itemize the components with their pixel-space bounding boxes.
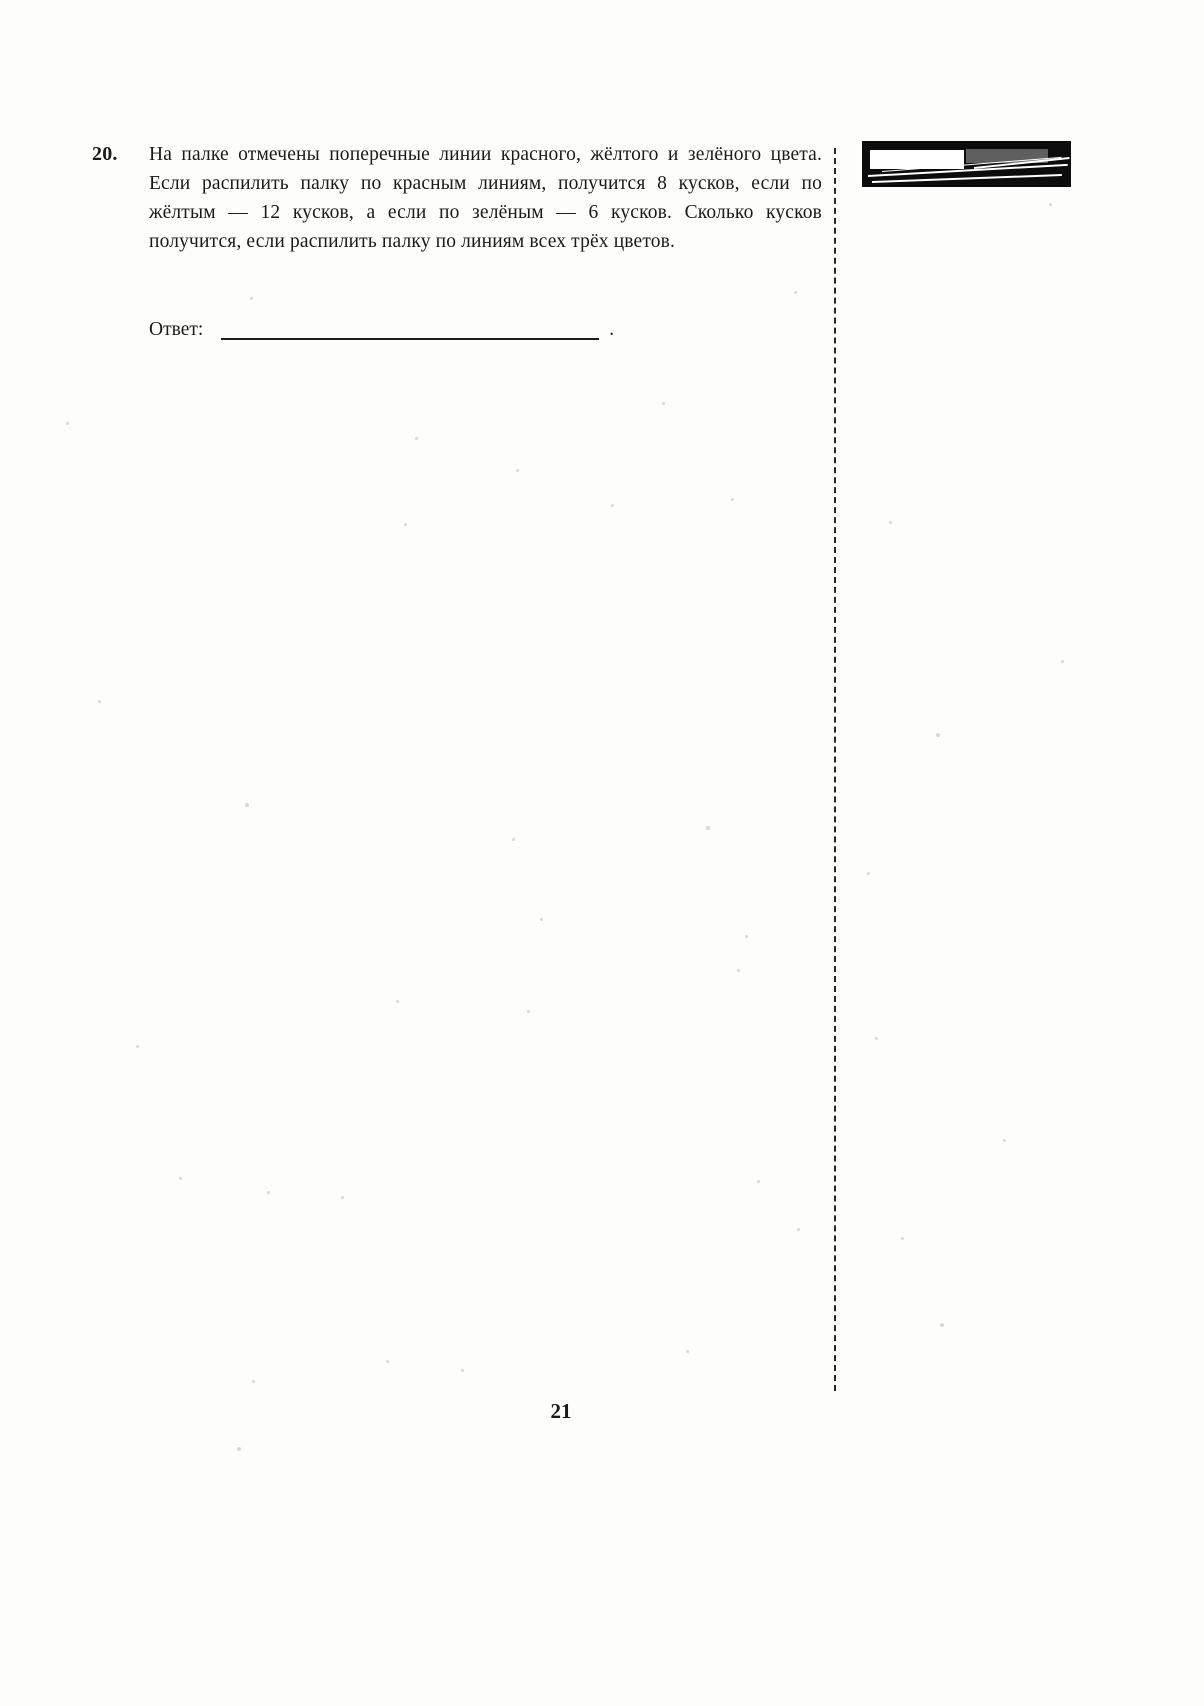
scan-speckle (794, 291, 797, 294)
scan-speckle (527, 1010, 530, 1013)
scan-speckle (1003, 1139, 1006, 1142)
redaction-streak (872, 174, 1062, 183)
scan-speckle (386, 1360, 389, 1363)
scan-speckle (252, 1380, 255, 1383)
scan-speckle (179, 1177, 182, 1180)
answer-label: Ответ: (149, 319, 204, 340)
scan-speckle (737, 969, 740, 972)
scan-speckle (867, 872, 870, 875)
scan-speckle (940, 1323, 944, 1327)
problem-block (92, 140, 822, 256)
scan-speckle (757, 1180, 760, 1183)
scan-speckle (136, 1045, 139, 1048)
scan-speckle (1061, 660, 1064, 663)
scan-speckle (662, 402, 665, 405)
scan-speckle (267, 1191, 270, 1194)
scan-speckle (415, 437, 418, 440)
problem-statement-text: На палке отмечены поперечные линии красного, жёлтого и зелёного цвета. Если распилить палку по красным линиям, получится 8 кусков, если по жёлтым — 12 кусков, а если по зелёным — 6 кусков. Сколько кусков получится, если распилить палку по линиям всех трёх цветов. (149, 144, 822, 252)
scan-speckle (936, 733, 940, 737)
scan-speckle (611, 504, 614, 507)
scan-speckle (686, 1350, 689, 1353)
scan-speckle (875, 1037, 878, 1040)
scan-speckle (706, 826, 710, 830)
answer-period: . (609, 319, 615, 340)
scan-speckle (1049, 203, 1052, 206)
answer-row (149, 320, 614, 340)
problem-statement (149, 140, 822, 256)
scan-speckle (245, 803, 249, 807)
scan-speckle (98, 700, 101, 703)
redaction-bar (862, 141, 1071, 187)
scan-speckle (250, 297, 253, 300)
dashed-cut-line (834, 148, 836, 1391)
scan-speckle (404, 523, 407, 526)
page-number: 21 (550, 1399, 572, 1423)
problem-number: 20. (92, 143, 118, 165)
scan-speckle (889, 521, 892, 524)
scan-speckle (540, 918, 543, 921)
scan-speckle (731, 498, 734, 501)
scan-speckle (512, 838, 515, 841)
scan-speckle (901, 1237, 904, 1240)
scan-speckle (461, 1369, 464, 1372)
answer-input-blank[interactable] (221, 320, 599, 340)
scan-speckle (745, 935, 748, 938)
scan-speckle (396, 1000, 399, 1003)
scan-speckle (797, 1228, 800, 1231)
scan-speckle (341, 1196, 344, 1199)
scan-speckle (66, 422, 69, 425)
scan-speckle (516, 469, 519, 472)
scan-speckle (237, 1447, 241, 1451)
